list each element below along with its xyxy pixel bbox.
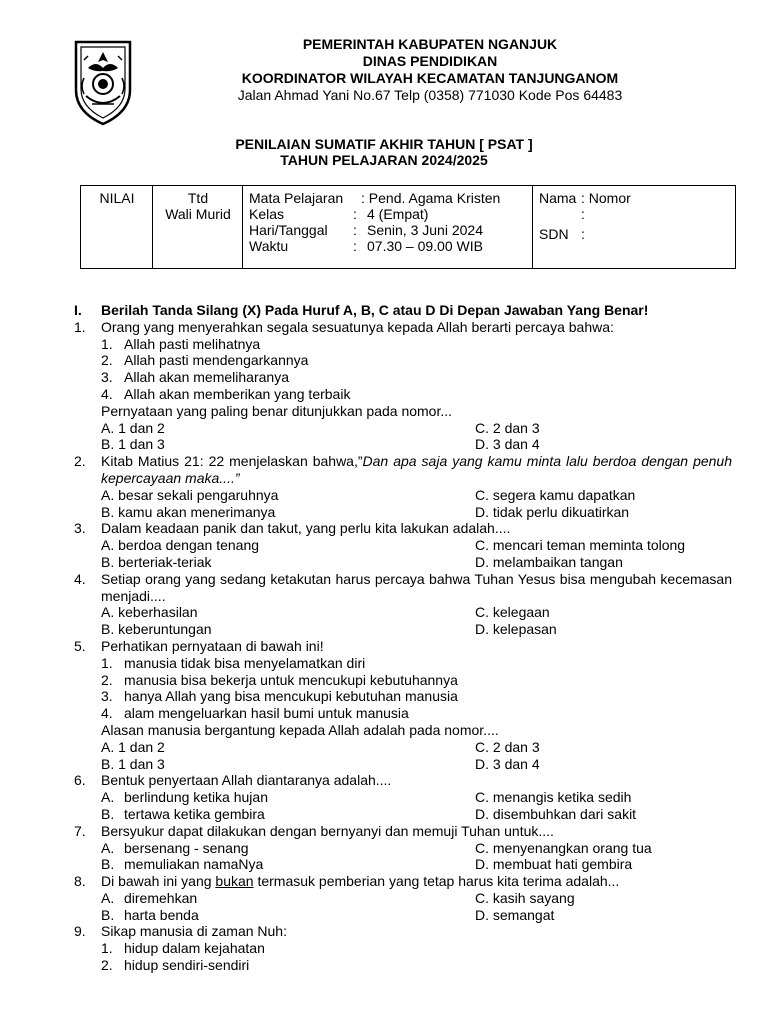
question-7 xyxy=(74,823,732,873)
options-row xyxy=(74,756,732,773)
score-label: NILAI xyxy=(99,190,135,206)
question-text: Bersyukur dapat dilakukan dengan bernyanyi dan memuji Tuhan untuk.... xyxy=(101,822,554,839)
colon: : xyxy=(581,226,585,242)
question-number: 2. xyxy=(74,453,86,470)
option-b[interactable]: B. tertawa ketika gembira xyxy=(101,805,265,822)
option-b[interactable]: B. kamu akan menerimanya xyxy=(101,503,276,520)
question-number: 8. xyxy=(74,873,86,890)
option-c[interactable]: C. kelegaan xyxy=(475,604,550,621)
question-text: Perhatikan pernyataan di bawah ini! xyxy=(101,637,324,654)
student-identity-cell xyxy=(533,186,736,269)
option-c[interactable]: C. kasih sayang xyxy=(475,889,575,906)
option-c[interactable]: C. segera kamu dapatkan xyxy=(475,486,636,503)
option-a[interactable]: A. besar sekali pengaruhnya xyxy=(101,486,279,503)
options-row xyxy=(74,420,732,437)
letterhead-address: Jalan Ahmad Yani No.67 Telp (0358) 771030 Kode Pos 64483 xyxy=(237,87,623,103)
statement-item: 2. Allah pasti mendengarkannya xyxy=(101,352,309,369)
question-text: Kitab Matius 21: 22 menjelaskan bahwa,”Dan apa saja yang kamu minta lalu berdoa dengan penuh kepercayaan maka....” xyxy=(101,453,732,486)
time-value: 07.30 – 09.00 WIB xyxy=(367,238,483,254)
options-row xyxy=(74,789,732,806)
question-1 xyxy=(74,319,732,453)
question-text: Orang yang menyerahkan segala sesuatunya kepada Allah berarti percaya bahwa: xyxy=(101,318,614,335)
class-label: Kelas xyxy=(249,206,285,222)
question-2 xyxy=(74,453,732,520)
option-d[interactable]: D. kelepasan xyxy=(475,621,557,638)
option-b[interactable]: B. harta benda xyxy=(101,906,199,923)
school-label: SDN xyxy=(539,226,569,242)
options-row xyxy=(74,907,732,924)
option-c[interactable]: C. mencari teman meminta tolong xyxy=(475,537,686,554)
date-label: Hari/Tanggal xyxy=(249,222,328,238)
question-number: 7. xyxy=(74,822,86,839)
option-a[interactable]: A. bersenang - senang xyxy=(101,839,249,856)
option-d[interactable]: D. disembuhkan dari sakit xyxy=(475,805,637,822)
subject-row xyxy=(249,190,527,206)
statement-item: 1. hidup dalam kejahatan xyxy=(101,940,265,957)
statement-item: 1. manusia tidak bisa menyelamatkan diri xyxy=(101,654,366,671)
time-label: Waktu xyxy=(249,238,289,254)
name-value: : Nomor xyxy=(581,190,631,206)
option-b[interactable]: B. 1 dan 3 xyxy=(101,755,165,772)
exam-title-line2: TAHUN PELAJARAN 2024/2025 xyxy=(280,152,488,168)
school-row xyxy=(539,226,730,242)
class-value: 4 (Empat) xyxy=(367,206,429,222)
section-number: I. xyxy=(74,302,82,318)
options-row xyxy=(74,604,732,621)
question-5 xyxy=(74,638,732,772)
question-text: Dalam keadaan panik dan takut, yang perlu kita lakukan adalah.... xyxy=(101,520,511,537)
date-value: Senin, 3 Juni 2024 xyxy=(367,222,483,238)
statement-item: 3. hanya Allah yang bisa mencukupi kebutuhan manusia xyxy=(101,688,458,705)
letterhead-government: PEMERINTAH KABUPATEN NGANJUK xyxy=(302,36,558,52)
parent-label: Wali Murid xyxy=(165,206,231,222)
question-text: Setiap orang yang sedang ketakutan harus percaya bahwa Tuhan Yesus bisa mengubah kecemasan menjadi.... xyxy=(101,570,732,604)
question-number: 3. xyxy=(74,520,86,537)
question-number: 6. xyxy=(74,772,86,789)
name-label: Nama xyxy=(539,190,577,206)
score-cell xyxy=(81,186,153,269)
subject-value: : Pend. Agama Kristen xyxy=(361,190,501,206)
question-4 xyxy=(74,571,732,638)
letterhead-department: DINAS PENDIDIKAN xyxy=(362,53,498,69)
options-row xyxy=(74,621,732,638)
question-9 xyxy=(74,923,732,973)
question-number: 1. xyxy=(74,318,86,335)
question-text: Bentuk penyertaan Allah diantaranya adalah.... xyxy=(101,772,392,789)
exam-title xyxy=(0,136,768,168)
statement-item: 4. Allah akan memberikan yang terbaik xyxy=(101,385,351,402)
option-c[interactable]: C. 2 dan 3 xyxy=(475,419,540,436)
option-a[interactable]: A. berlindung ketika hujan xyxy=(101,789,268,806)
question-6 xyxy=(74,772,732,822)
option-a[interactable]: A. 1 dan 2 xyxy=(101,419,165,436)
option-d[interactable]: D. tidak perlu dikuatirkan xyxy=(475,503,630,520)
statement-item: 4. alam mengeluarkan hasil bumi untuk manusia xyxy=(101,705,409,722)
date-row xyxy=(249,222,527,238)
option-d[interactable]: D. semangat xyxy=(475,906,555,923)
question-text: Sikap manusia di zaman Nuh: xyxy=(101,923,287,940)
colon: : xyxy=(353,206,357,222)
colon: : xyxy=(353,222,357,238)
statement-item: 3. Allah akan memeliharanya xyxy=(101,369,289,386)
options-row xyxy=(74,487,732,504)
class-row xyxy=(249,206,527,222)
questions xyxy=(74,302,732,974)
letterhead xyxy=(150,36,710,104)
option-a[interactable]: A. 1 dan 2 xyxy=(101,738,165,755)
option-b[interactable]: B. keberuntungan xyxy=(101,621,212,638)
options-row xyxy=(74,840,732,857)
question-number: 5. xyxy=(74,637,86,654)
colon: : xyxy=(353,238,357,254)
letterhead-coordinator: KOORDINATOR WILAYAH KECAMATAN TANJUNGANOM xyxy=(241,70,619,86)
statement-item: 1. Allah pasti melihatnya xyxy=(101,335,261,352)
option-c[interactable]: C. menyenangkan orang tua xyxy=(475,839,652,856)
option-a[interactable]: A. diremehkan xyxy=(101,889,198,906)
options-row xyxy=(74,554,732,571)
options-row xyxy=(74,504,732,521)
options-row xyxy=(74,806,732,823)
options-row xyxy=(74,856,732,873)
exam-title-line1: PENILAIAN SUMATIF AKHIR TAHUN [ PSAT ] xyxy=(235,136,533,152)
statement-item: 2. manusia bisa bekerja untuk mencukupi kebutuhannya xyxy=(101,671,458,688)
subject-label: Mata Pelajaran xyxy=(249,190,344,206)
option-a[interactable]: A. berdoa dengan tenang xyxy=(101,537,260,554)
exam-details-cell xyxy=(243,186,533,269)
statement-item: 2. hidup sendiri-sendiri xyxy=(101,957,250,974)
underlined-keyword: bukan xyxy=(215,873,254,890)
name-row xyxy=(539,190,730,206)
options-row xyxy=(74,890,732,907)
option-a[interactable]: A. keberhasilan xyxy=(101,604,198,621)
option-c[interactable]: C. menangis ketika sedih xyxy=(475,789,632,806)
option-c[interactable]: C. 2 dan 3 xyxy=(475,738,540,755)
question-text: Di bawah ini yang bukan termasuk pemberian yang tetap harus kita terima adalah... xyxy=(101,873,620,890)
question-3 xyxy=(74,520,732,570)
question-number: 4. xyxy=(74,570,86,587)
option-d[interactable]: D. membuat hati gembira xyxy=(475,856,633,873)
question-number: 9. xyxy=(74,923,86,940)
option-b[interactable]: B. berteriak-teriak xyxy=(101,553,212,570)
options-row xyxy=(74,739,732,756)
nganjuk-regency-emblem-icon xyxy=(72,38,134,126)
question-prompt: Pernyataan yang paling benar ditunjukkan pada nomor... xyxy=(101,402,453,419)
option-d[interactable]: D. melambaikan tangan xyxy=(475,553,623,570)
options-row xyxy=(74,537,732,554)
question-8 xyxy=(74,873,732,923)
options-row xyxy=(74,436,732,453)
exam-info-table xyxy=(80,185,736,269)
colon: : xyxy=(581,206,585,222)
time-row xyxy=(249,238,527,254)
signature-label: Ttd xyxy=(187,190,209,206)
parent-signature-cell xyxy=(153,186,243,269)
question-prompt: Alasan manusia bergantung kepada Allah adalah pada nomor.... xyxy=(101,721,499,738)
number-row xyxy=(539,206,730,222)
option-d[interactable]: D. 3 dan 4 xyxy=(475,436,540,453)
option-b[interactable]: B. 1 dan 3 xyxy=(101,436,165,453)
option-d[interactable]: D. 3 dan 4 xyxy=(475,755,540,772)
section-instruction xyxy=(74,302,732,319)
option-b[interactable]: B. memuliakan namaNya xyxy=(101,856,264,873)
section-text: Berilah Tanda Silang (X) Pada Huruf A, B, C atau D Di Depan Jawaban Yang Benar! xyxy=(101,302,649,318)
